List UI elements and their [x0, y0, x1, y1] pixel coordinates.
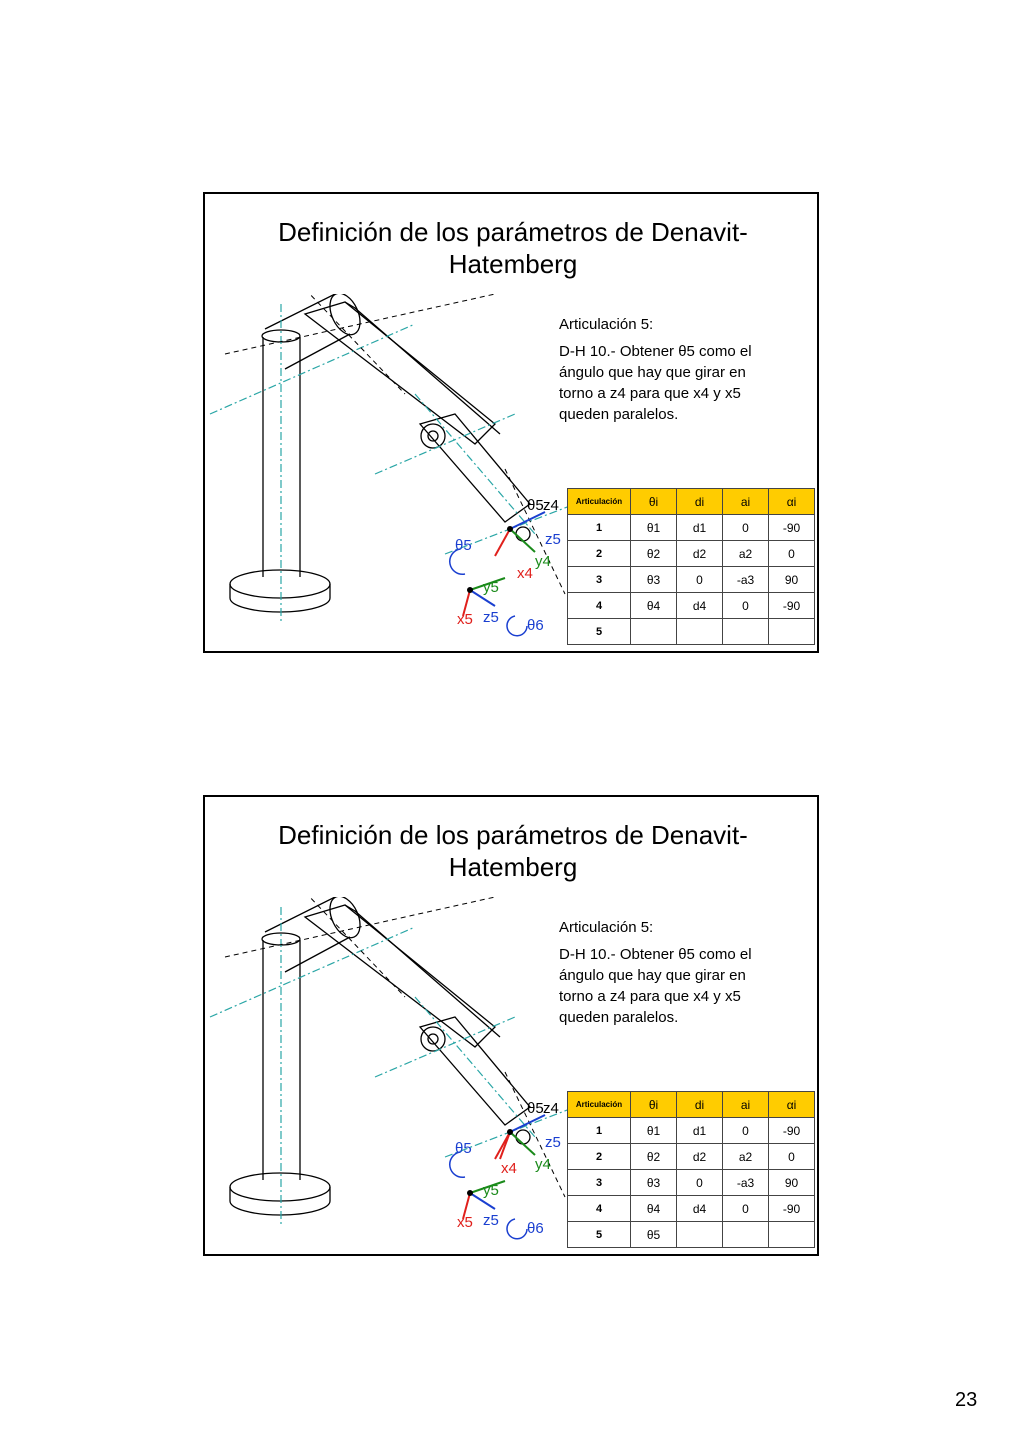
label-x5: x5	[457, 611, 473, 628]
title-line-2: Hatemberg	[448, 852, 578, 882]
cell: 90	[769, 1170, 815, 1196]
cell: 4	[568, 593, 631, 619]
cell	[677, 619, 723, 645]
cell: θ2	[631, 1144, 677, 1170]
table-row	[568, 1144, 815, 1170]
cell: 3	[568, 1170, 631, 1196]
table-row	[568, 593, 815, 619]
label-theta5-top: θ5	[527, 497, 544, 514]
header-alpha: αi	[769, 489, 815, 515]
table-header-row	[568, 1092, 815, 1118]
description	[559, 917, 799, 1034]
table-row	[568, 1222, 815, 1248]
cell: 5	[568, 619, 631, 645]
cell: 2	[568, 541, 631, 567]
description-line-4: queden paralelos.	[559, 406, 679, 423]
cell	[723, 1222, 769, 1248]
cell: 3	[568, 567, 631, 593]
cell: θ2	[631, 541, 677, 567]
label-theta5-left: θ5	[455, 1140, 472, 1157]
cell: θ5	[631, 1222, 677, 1248]
cell: θ3	[631, 567, 677, 593]
cell: a2	[723, 1144, 769, 1170]
description-line-2: ángulo que hay que girar en	[559, 967, 746, 984]
table-row	[568, 567, 815, 593]
description-text	[559, 944, 799, 1028]
cell: 5	[568, 1222, 631, 1248]
cell: a2	[723, 541, 769, 567]
joint-heading: Articulación 5:	[559, 316, 654, 333]
cell: -a3	[723, 1170, 769, 1196]
label-z4: z4	[543, 1100, 559, 1117]
robot-arm-diagram	[205, 897, 585, 1247]
title-line-1: Definición de los parámetros de Denavit-	[278, 820, 748, 850]
header-theta: θi	[631, 1092, 677, 1118]
label-y5: y5	[483, 1182, 499, 1199]
header-d: di	[677, 1092, 723, 1118]
cell: 0	[677, 1170, 723, 1196]
cell: θ4	[631, 593, 677, 619]
label-z5-top: z5	[545, 531, 561, 548]
title-line-1: Definición de los parámetros de Denavit-	[278, 217, 748, 247]
table-row	[568, 1196, 815, 1222]
cell: θ1	[631, 1118, 677, 1144]
cell: 0	[769, 1144, 815, 1170]
header-d: di	[677, 489, 723, 515]
title-line-2: Hatemberg	[448, 249, 578, 279]
label-z5-bottom: z5	[483, 1212, 499, 1229]
description-line-1: D-H 10.- Obtener θ5 como el	[559, 946, 752, 963]
header-articulacion: Articulación	[568, 1092, 631, 1118]
label-theta6: θ6	[527, 1220, 544, 1237]
header-a: ai	[723, 489, 769, 515]
slide-1	[203, 192, 819, 653]
table-row	[568, 541, 815, 567]
label-y5: y5	[483, 579, 499, 596]
header-articulacion: Articulación	[568, 489, 631, 515]
header-theta: θi	[631, 489, 677, 515]
cell: -90	[769, 593, 815, 619]
cell: -90	[769, 515, 815, 541]
description-line-2: ángulo que hay que girar en	[559, 364, 746, 381]
label-z5-bottom: z5	[483, 609, 499, 626]
cell: d4	[677, 593, 723, 619]
cell: 0	[677, 567, 723, 593]
joint-heading: Articulación 5:	[559, 919, 654, 936]
cell: 1	[568, 1118, 631, 1144]
cell: 1	[568, 515, 631, 541]
page-number: 23	[955, 1389, 978, 1411]
description-line-1: D-H 10.- Obtener θ5 como el	[559, 343, 752, 360]
cell: 90	[769, 567, 815, 593]
cell: -a3	[723, 567, 769, 593]
cell: θ3	[631, 1170, 677, 1196]
label-y4: y4	[535, 1156, 551, 1173]
label-z4: z4	[543, 497, 559, 514]
dh-parameters-table	[567, 488, 815, 645]
label-theta6: θ6	[527, 617, 544, 634]
cell: d1	[677, 1118, 723, 1144]
dh-parameters-table	[567, 1091, 815, 1248]
slide-title	[205, 216, 821, 280]
label-z5-top: z5	[545, 1134, 561, 1151]
cell: 0	[723, 1118, 769, 1144]
cell: 0	[723, 515, 769, 541]
description-line-3: torno a z4 para que x4 y x5	[559, 988, 741, 1005]
label-theta5-top: θ5	[527, 1100, 544, 1117]
cell: d2	[677, 1144, 723, 1170]
cell: θ1	[631, 515, 677, 541]
label-x4: x4	[517, 565, 533, 582]
cell	[631, 619, 677, 645]
cell: d1	[677, 515, 723, 541]
cell	[769, 619, 815, 645]
cell: θ4	[631, 1196, 677, 1222]
table-row	[568, 1170, 815, 1196]
robot-arm-diagram	[205, 294, 585, 644]
label-x4: x4	[501, 1160, 517, 1177]
description-text	[559, 341, 799, 425]
cell: 0	[723, 593, 769, 619]
table-row	[568, 1118, 815, 1144]
cell	[723, 619, 769, 645]
slide-title	[205, 819, 821, 883]
description-line-4: queden paralelos.	[559, 1009, 679, 1026]
description	[559, 314, 799, 431]
cell: 2	[568, 1144, 631, 1170]
cell: 4	[568, 1196, 631, 1222]
header-a: ai	[723, 1092, 769, 1118]
description-line-3: torno a z4 para que x4 y x5	[559, 385, 741, 402]
cell	[769, 1222, 815, 1248]
label-y4: y4	[535, 553, 551, 570]
label-x5: x5	[457, 1214, 473, 1231]
cell	[677, 1222, 723, 1248]
table-header-row	[568, 489, 815, 515]
cell: d4	[677, 1196, 723, 1222]
table-row	[568, 515, 815, 541]
cell: -90	[769, 1118, 815, 1144]
slide-2	[203, 795, 819, 1256]
cell: d2	[677, 541, 723, 567]
cell: 0	[769, 541, 815, 567]
table-row	[568, 619, 815, 645]
label-theta5-left: θ5	[455, 537, 472, 554]
cell: -90	[769, 1196, 815, 1222]
header-alpha: αi	[769, 1092, 815, 1118]
cell: 0	[723, 1196, 769, 1222]
